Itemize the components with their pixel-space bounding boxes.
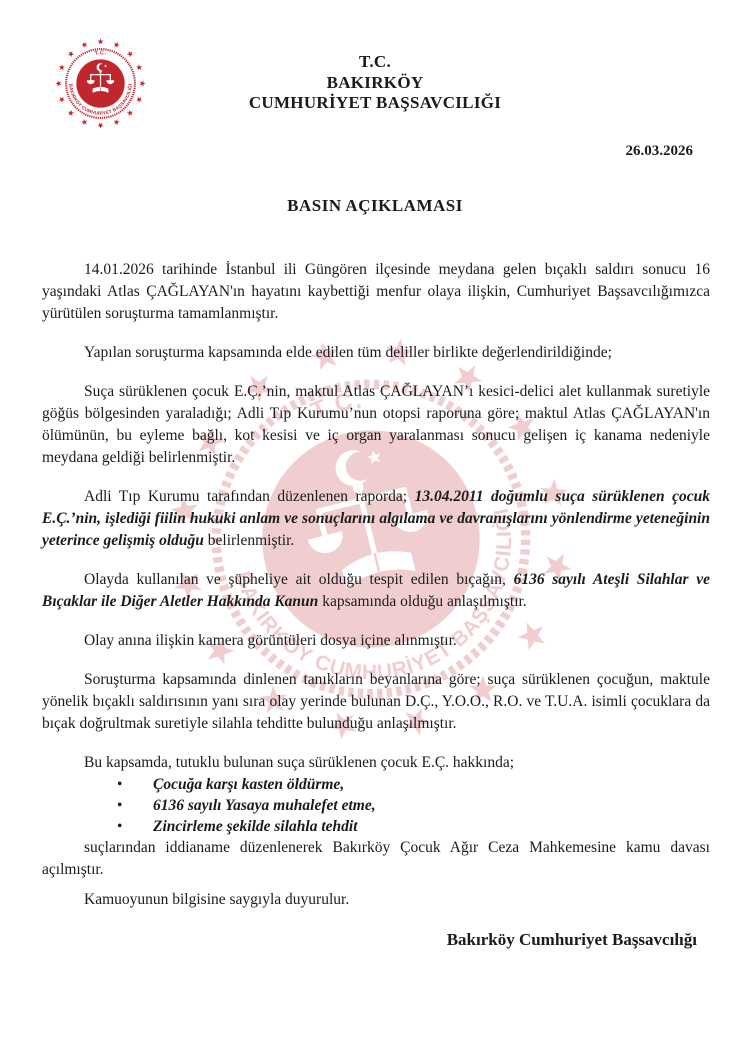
letterhead-tc: T.C. xyxy=(358,52,392,71)
paragraph-text: Olayda kullanılan ve şüpheliye ait olduğu tespit edilen bıçağın, xyxy=(84,570,514,588)
paragraph-autopsy xyxy=(42,381,710,469)
letterhead-office: CUMHURİYET BAŞSAVCILIĞI xyxy=(248,93,502,112)
paragraph-text: Kamuoyunun bilgisine saygıyla duyurulur. xyxy=(84,890,350,908)
paragraph-text: kapsamında olduğu anlaşılmıştır. xyxy=(318,592,527,610)
document-date: 26.03.2026 xyxy=(625,142,693,159)
bullet-item xyxy=(42,774,710,795)
paragraph-text: belirlenmiştir. xyxy=(203,531,295,549)
paragraph-forensic-report xyxy=(42,486,710,552)
paragraph-knife-law xyxy=(42,569,710,613)
paragraph-text: Suça sürüklenen çocuk E.Ç.’nin, maktul Atlas ÇAĞLAYAN’ı kesici-delici alet kullanmak suretiyle göğüs bölgesinden yaraladığı; Adli Tıp Kurumu’nun otopsi raporuna göre; maktul Atlas ÇAĞLAYAN'ın ölümünün, bu eyleme bağlı, kot kesisi ve iç organ yaralanması sonucu gelişen iç kanama nedeniyle meydana geldiği belirlenmiştir. xyxy=(42,382,710,466)
paragraph-text: Soruşturma kapsamında dinlenen tanıkların beyanlarına göre; suça sürüklenen çocuğun, maktule yönelik bıçaklı saldırısının yanı sıra olay yerinde bulunan D.Ç., Y.O.O., R.O. ve T.U.A. isimli çocuklara da bıçak doğrultmak suretiyle silahla tehditte bulunduğu anlaşılmıştır. xyxy=(42,670,710,732)
paragraph-text: Bu kapsamda, tutuklu bulunan suça sürüklenen çocuk E.Ç. hakkında; xyxy=(84,753,515,771)
signature: Bakırköy Cumhuriyet Başsavcılığı xyxy=(446,929,697,949)
paragraph-emphasis: 6136 sayılı Ateşli Silahlar ve Bıçaklar ile Diğer Aletler Hakkında Kanun xyxy=(42,570,710,610)
paragraph-closing xyxy=(42,889,710,911)
charge-text: 6136 sayılı Yasaya muhalefet etme, xyxy=(153,796,376,814)
paragraph-text: Yapılan soruşturma kapsamında elde edilen tüm deliller birlikte değerlendirildiğinde; xyxy=(84,343,612,361)
charges-list xyxy=(42,774,710,837)
paragraph-text: 14.01.2026 tarihinde İstanbul ili Güngören ilçesinde meydana gelen bıçaklı saldırı sonucu 16 yaşındaki Atlas ÇAĞLAYAN'ın hayatını kaybettiği menfur olaya ilişkin, Cumhuriyet Başsavcılığımızca yürütülen soruşturma tamamlanmıştır. xyxy=(42,260,710,322)
paragraph-text: suçlarından iddianame düzenlenerek Bakırköy Çocuk Ağır Ceza Mahkemesine kamu davası açılmıştır. xyxy=(42,838,710,878)
paragraph-emphasis: 13.04.2011 doğumlu suça sürüklenen çocuk E.Ç.’nin, işlediği fiilin hukuki anlam ve sonuçlarını algılama ve davranışlarını yönlendirme yeteneğinin yeterince gelişmiş olduğu xyxy=(42,487,710,549)
paragraph-charges-intro xyxy=(42,752,710,774)
paragraph-witnesses xyxy=(42,669,710,735)
charge-text: Çocuğa karşı kasten öldürme, xyxy=(153,775,345,793)
paragraph-text: Adli Tıp Kurumu tarafından düzenlenen raporda; xyxy=(84,487,415,505)
paragraph-indictment xyxy=(42,837,710,881)
bullet-item xyxy=(42,795,710,816)
paragraph-camera xyxy=(42,630,710,652)
bullet-icon: • xyxy=(117,775,123,793)
document-body xyxy=(0,259,750,911)
prosecutor-seal-icon xyxy=(54,37,147,130)
paragraph-intro xyxy=(42,259,710,325)
bullet-item xyxy=(42,816,710,837)
bullet-icon: • xyxy=(117,817,123,835)
paragraph-text: Olay anına ilişkin kamera görüntüleri dosya içine alınmıştır. xyxy=(84,631,457,649)
press-release-title: BASIN AÇIKLAMASI xyxy=(287,195,463,215)
paragraph-evaluation xyxy=(42,342,710,364)
charge-text: Zincirleme şekilde silahla tehdit xyxy=(153,817,358,835)
bullet-icon: • xyxy=(117,796,123,814)
letterhead-city: BAKIRKÖY xyxy=(326,72,424,92)
